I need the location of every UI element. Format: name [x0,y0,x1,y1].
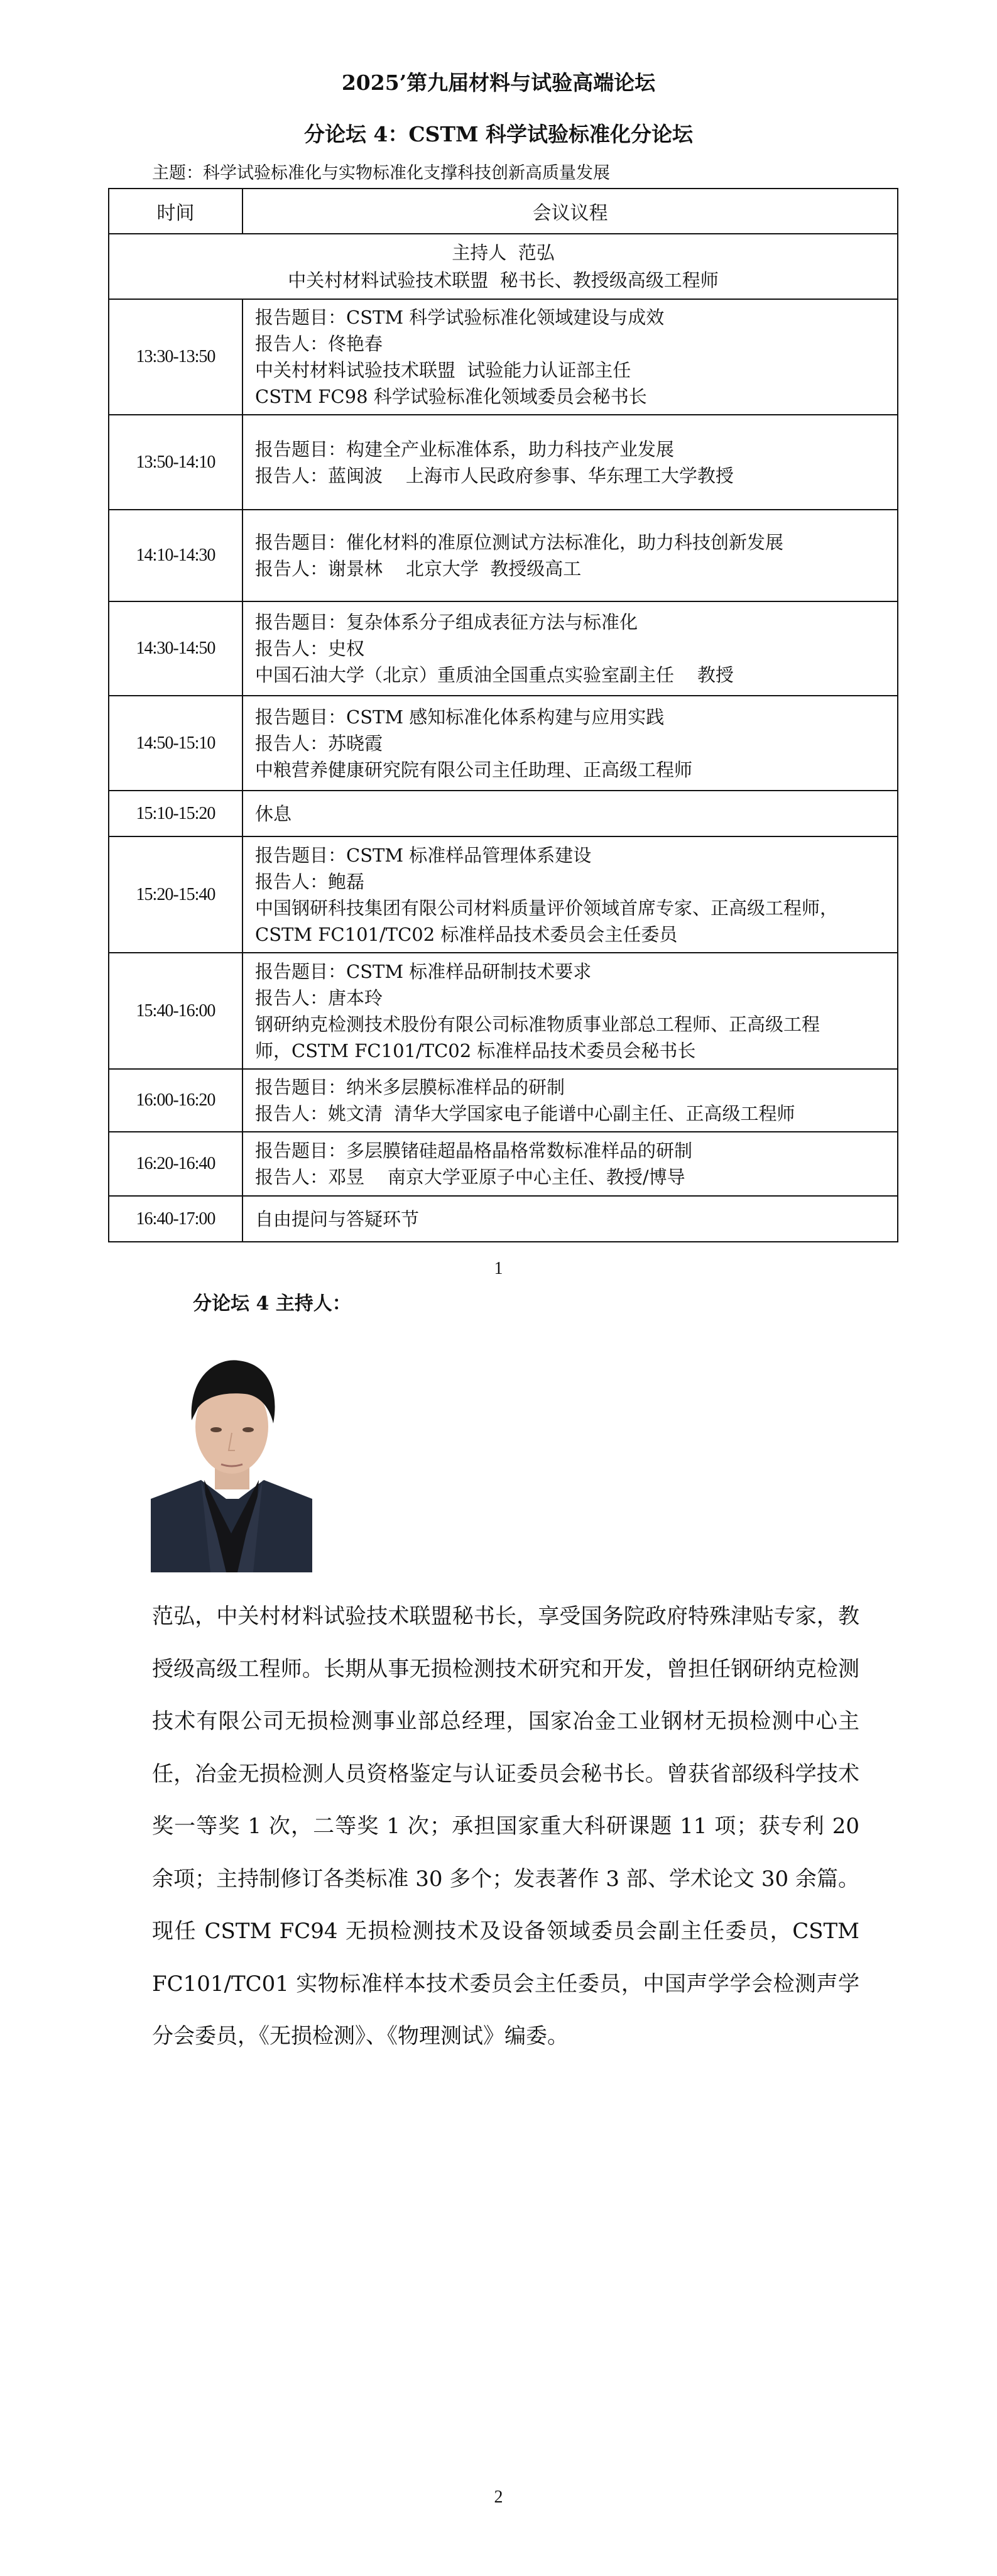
table-row [109,791,898,836]
agenda-item-title: 报告题目：多层膜锗硅超晶格晶格常数标准样品的研制 [255,1140,693,1161]
table-row [109,1132,898,1196]
agenda-item-detail: 师，CSTM FC101/TC02 标准样品技术委员会秘书长 [255,1039,696,1061]
agenda-rows [109,299,898,1242]
host-cell [109,234,898,299]
column-header-time: 时间 [109,189,242,234]
table-row [109,836,898,953]
page-number-2: 2 [494,2487,503,2507]
time-slot: 15:40-16:00 [109,953,242,1069]
agenda-item-title: 报告题目：CSTM 感知标准化体系构建与应用实践 [255,706,665,728]
forum-theme: 主题：科学试验标准化与实物标准化支撑科技创新高质量发展 [152,163,610,183]
time-slot: 13:50-14:10 [109,415,242,510]
agenda-item [242,510,898,601]
agenda-item-detail: 中粮营养健康研究院有限公司主任助理、正高级工程师 [255,759,693,781]
agenda-item-detail: CSTM FC101/TC02 标准样品技术委员会主任委员 [255,923,678,945]
agenda-item [242,1132,898,1196]
time-slot: 13:30-13:50 [109,299,242,415]
host-title: 中关村材料试验技术联盟 秘书长、教授级高级工程师 [288,270,719,291]
host-name: 主持人 范弘 [452,242,555,263]
host-biography: 范弘，中关村材料试验技术联盟秘书长，享受国务院政府特殊津贴专家，教授级高级工程师。长期从事无损检测技术研究和开发，曾担任钢研纳克检测技术有限公司无损检测事业部总经理，国家冶金工业钢材无损检测中心主任，冶金无损检测人员资格鉴定与认证委员会秘书长。曾获省部级科学技术奖一等奖 1 次，二等奖 1 次；承担国家重大科研课题 11 项；获专利 20 余项；主持制修订各类标准 30 多个；发表著作 3 部、学术论文 30 余篇。现任 CSTM FC94 无损检测技术及设备领域委员会副主任委员，CSTM FC101/TC01 实物标准样本技术委员会主任委员，中国声学学会检测声学分会委员，《无损检测》、《物理测试》编委。 [152,1604,859,2049]
agenda-item [242,299,898,415]
time-slot: 16:00-16:20 [109,1069,242,1132]
agenda-item-title: 休息 [255,803,292,825]
time-slot: 14:50-15:10 [109,696,242,791]
table-row [109,415,898,510]
agenda-item-title: 报告题目：催化材料的准原位测试方法标准化，助力科技创新发展 [255,532,784,553]
agenda-item-detail: 报告人：唐本玲 [255,987,383,1009]
agenda-item-title: 报告题目：CSTM 科学试验标准化领域建设与成效 [255,307,665,328]
forum-title: 2025’第九届材料与试验高端论坛 [341,70,656,95]
agenda-item [242,1069,898,1132]
agenda-item-detail: 报告人：谢景林 北京大学 教授级高工 [255,558,582,579]
agenda-item [242,415,898,510]
column-header-agenda: 会议议程 [242,189,898,234]
agenda-item-detail: 中国石油大学（北京）重质油全国重点实验室副主任 教授 [255,664,734,686]
table-row [109,601,898,696]
agenda-item-detail: CSTM FC98 科学试验标准化领域委员会秘书长 [255,386,647,407]
time-slot: 15:20-15:40 [109,836,242,953]
agenda-item [242,601,898,696]
page-number-1: 1 [494,1259,503,1278]
agenda-item-detail: 报告人：鲍磊 [255,870,365,892]
agenda-item-detail: 报告人：佟艳春 [255,333,383,354]
agenda-item-detail: 报告人：姚文清 清华大学国家电子能谱中心副主任、正高级工程师 [255,1103,795,1124]
table-row [109,696,898,791]
agenda-item-detail: 报告人：蓝闽波 上海市人民政府参事、华东理工大学教授 [255,464,734,486]
time-slot: 15:10-15:20 [109,791,242,836]
agenda-item-title: 报告题目：复杂体系分子组成表征方法与标准化 [255,611,638,633]
time-slot: 16:40-17:00 [109,1196,242,1242]
time-slot: 14:30-14:50 [109,601,242,696]
portrait-photo-icon [151,1345,312,1572]
table-header-row [109,189,898,234]
agenda-item [242,791,898,836]
agenda-item-detail: 中国钢研科技集团有限公司材料质量评价领域首席专家、正高级工程师， [255,897,839,919]
agenda-item-title: 自由提问与答疑环节 [255,1208,420,1230]
agenda-item-title: 报告题目：构建全产业标准体系，助力科技产业发展 [255,438,675,460]
table-row [109,1069,898,1132]
agenda-item-title: 报告题目：纳米多层膜标准样品的研制 [255,1077,565,1098]
sub-forum-title: 分论坛 4：CSTM 科学试验标准化分论坛 [303,122,694,146]
agenda-item-title: 报告题目：CSTM 标准样品研制技术要求 [255,960,592,982]
agenda-item [242,836,898,953]
table-row [109,510,898,601]
table-row [109,953,898,1069]
agenda-table [108,188,898,1242]
agenda-item-title: 报告题目：CSTM 标准样品管理体系建设 [255,844,592,866]
time-slot: 16:20-16:40 [109,1132,242,1196]
table-row [109,1196,898,1242]
agenda-item-detail: 报告人：邓昱 南京大学亚原子中心主任、教授/博导 [255,1166,685,1188]
table-row [109,299,898,415]
time-slot: 14:10-14:30 [109,510,242,601]
agenda-item [242,953,898,1069]
agenda-item [242,696,898,791]
host-photo [151,1345,312,1572]
agenda-item-detail: 钢研纳克检测技术股份有限公司标准物质事业部总工程师、正高级工程 [255,1013,820,1035]
host-section-heading: 分论坛 4 主持人： [193,1293,351,1315]
agenda-item [242,1196,898,1242]
agenda-item-detail: 报告人：苏晓霞 [255,732,383,754]
host-row [109,234,898,299]
agenda-item-detail: 中关村材料试验技术联盟 试验能力认证部主任 [255,359,631,381]
agenda-item-detail: 报告人：史权 [255,638,365,659]
